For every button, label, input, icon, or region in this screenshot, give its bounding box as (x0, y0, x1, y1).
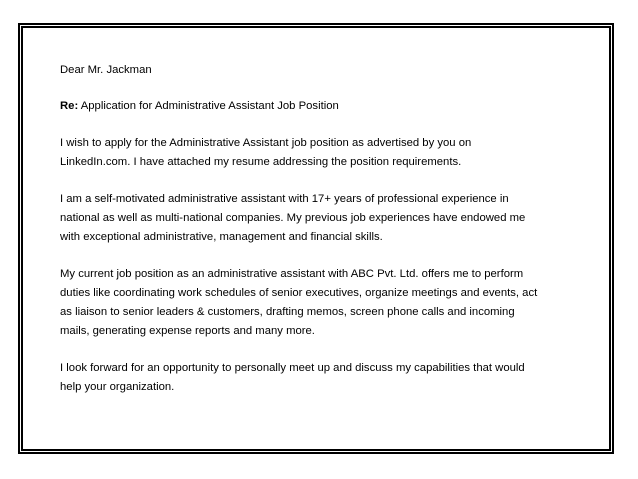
cover-letter-body (60, 61, 560, 415)
paragraph-closing: I look forward for an opportunity to personally meet up and discuss my capabilities that would help your organization. (60, 362, 525, 393)
paragraph-intro: I wish to apply for the Administrative Assistant job position as advertised by you on LinkedIn.com. I have attached my resume addressing the position requirements. (60, 137, 472, 168)
subject-line (60, 97, 560, 116)
paragraph-current-role: My current job position as an administrative assistant with ABC Pvt. Ltd. offers me to perform duties like coordinating work schedules of senior executives, organize meetings and events, act as liaison to senior leaders & customers, drafting memos, screen phone calls and incoming mails, generating expense reports and many more. (60, 268, 538, 337)
salutation: Dear Mr. Jackman (60, 64, 152, 76)
subject-text: Application for Administrative Assistant Job Position (78, 99, 339, 112)
paragraph-experience: I am a self-motivated administrative assistant with 17+ years of professional experience in national as well as multi-national companies. My previous job experiences have endowed me with exceptional administrative, management and financial skills. (60, 193, 526, 243)
subject-label: Re: (60, 99, 79, 112)
